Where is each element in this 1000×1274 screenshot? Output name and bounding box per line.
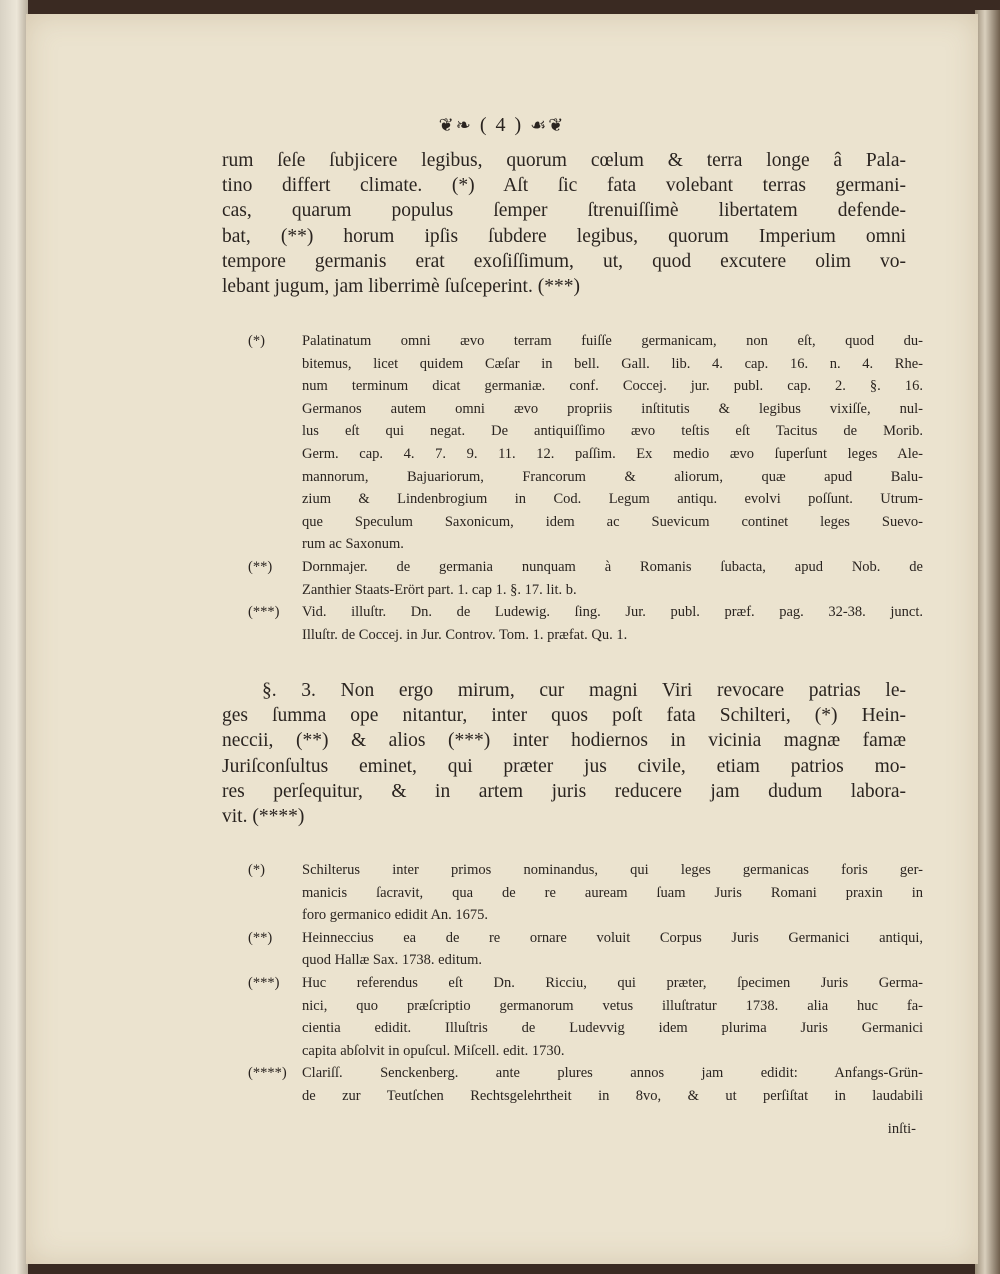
text-line: Germanos autem omni ævo propriis inſtitutis & legibus vixiſſe, nul- (302, 400, 923, 417)
text-line: que Speculum Saxonicum, idem ac Suevicum continet leges Suevo- (302, 513, 923, 530)
text-line: Clariſſ. Senckenberg. ante plures annos jam edidit: Anfangs-Grün- (302, 1065, 923, 1082)
footnote (248, 859, 923, 927)
text-line: Heinneccius ea de re ornare voluit Corpus Juris Germanici antiqui, (302, 929, 923, 946)
paragraph-1 (222, 148, 906, 299)
footnotes-1 (248, 330, 923, 646)
catchword-text: inſti- (887, 1121, 916, 1137)
text-line: foro germanico edidit An. 1675. (302, 907, 489, 924)
footnote-marker: (**) (248, 558, 273, 575)
text-line: mannorum, Bajuariorum, Francorum & aliorum, quæ apud Balu- (302, 468, 923, 485)
page-number: ( 4 ) (479, 114, 524, 136)
footnote-marker: (***) (248, 604, 280, 621)
text-line: quod Hallæ Sax. 1738. editum. (302, 952, 483, 969)
text-line: neccii, (**) & alios (***) inter hodiernos in vicinia magnæ famæ (222, 730, 906, 752)
footnote (248, 330, 923, 556)
text-line: rum ac Saxonum. (302, 536, 404, 553)
text-line: Illuſtr. de Coccej. in Jur. Controv. Tom. 1. præfat. Qu. 1. (302, 626, 628, 643)
text-line: bitemus, licet quidem Cæſar in bell. Gall. lib. 4. cap. 16. n. 4. Rhe- (302, 355, 923, 372)
text-line: Palatinatum omni ævo terram fuiſſe germanicam, non eſt, quod du- (302, 333, 923, 349)
paragraph-2 (222, 678, 906, 829)
text-line: Schilterus inter primos nominandus, qui leges germanicas foris ger- (302, 862, 923, 878)
text-line: vit. (****) (222, 805, 305, 827)
page-edge (975, 10, 1000, 1274)
text-line: capita abſolvit in opuſcul. Miſcell. edit. 1730. (302, 1042, 565, 1059)
footnote-marker: (***) (248, 974, 280, 991)
ornament-left-icon: ❦❧ (438, 115, 473, 135)
footnote-marker: (****) (248, 1065, 287, 1082)
text-line: cas, quarum populus ſemper ſtrenuiſſimè libertatem defende- (222, 200, 906, 222)
text-line: Zanthier Staats-Erört part. 1. cap 1. §. 17. lit. b. (302, 581, 577, 598)
footnote-marker: (*) (248, 333, 265, 349)
text-line: lebant jugum, jam liberrimè ſuſceperint. (***) (222, 275, 580, 297)
footnote (248, 1062, 923, 1107)
footnote (248, 972, 923, 1062)
text-line: Huc referendus eſt Dn. Ricciu, qui præter, ſpecimen Juris Germa- (302, 974, 923, 991)
text-line: ges ſumma ope nitantur, inter quos poſt fata Schilteri, (*) Hein- (222, 705, 906, 727)
text-line: num terminum dicat germaniæ. conf. Coccej. jur. publ. cap. 2. §. 16. (302, 378, 923, 395)
text-line: bat, (**) horum ipſis ſubdere legibus, quorum Imperium omni (222, 225, 906, 247)
catchword (248, 1118, 916, 1141)
text-line: tempore germanis erat exoſiſſimum, ut, quod excutere olim vo- (222, 250, 906, 272)
text-line: tino differt climate. (*) Aſt ſic fata volebant terras germani- (222, 175, 906, 197)
text-line: manicis ſacravit, qua de re auream ſuam Juris Romani praxin in (302, 884, 923, 901)
text-line: §. 3. Non ergo mirum, cur magni Viri revocare patrias le- (262, 680, 906, 701)
text-line: Germ. cap. 4. 7. 9. 11. 12. paſſim. Ex medio ævo ſuperſunt leges Ale- (302, 445, 923, 462)
footnote-marker: (**) (248, 929, 273, 946)
text-line: rum ſeſe ſubjicere legibus, quorum cœlum & terra longe â Pala- (222, 150, 906, 171)
footnote-marker: (*) (248, 862, 265, 878)
footnote (248, 927, 923, 972)
text-line: res perſequitur, & in artem juris reducere jam dudum labora- (222, 780, 906, 802)
book-page (26, 14, 978, 1264)
text-line: de zur Teutſchen Rechtsgelehrtheit in 8vo, & ut perſiſtat in laudabili (302, 1087, 923, 1104)
text-line: Vid. illuſtr. Dn. de Ludewig. ſing. Jur. publ. præf. pag. 32-38. junct. (302, 604, 923, 621)
binding-edge (0, 0, 28, 1274)
text-line: zium & Lindenbrogium in Cod. Legum antiqu. evolvi poſſunt. Utrum- (302, 491, 923, 508)
text-line: lus eſt qui negat. De antiquiſſimo ævo teſtis eſt Tacitus de Morib. (302, 423, 923, 440)
text-line: cientia edidit. Illuſtris de Ludevvig idem plurima Juris Germanici (302, 1020, 923, 1037)
ornament-right-icon: ☙❦ (530, 115, 566, 135)
footnote (248, 601, 923, 646)
footnote (248, 556, 923, 601)
page-header (26, 112, 978, 138)
text-line: nici, quo præſcriptio germanorum vetus illuſtratur 1738. alia huc fa- (302, 997, 923, 1014)
text-line: Juriſconſultus eminet, qui præter jus civile, etiam patrios mo- (222, 755, 906, 777)
text-line: Dornmajer. de germania nunquam à Romanis ſubacta, apud Nob. de (302, 558, 923, 575)
footnotes-2 (248, 859, 923, 1108)
